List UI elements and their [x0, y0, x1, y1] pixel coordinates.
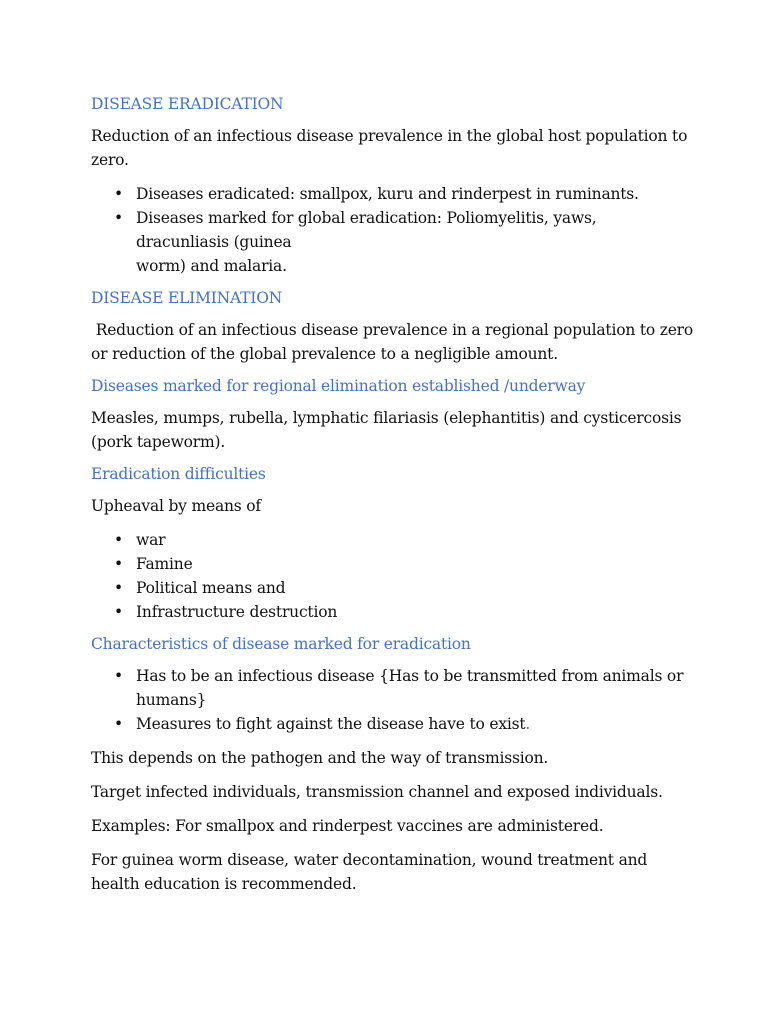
- regional-diseases-line1: Measles, mumps, rubella, lymphatic filariasis (elephantitis) and cysticercosis: [91, 409, 682, 427]
- marked-diseases-text-line2: dracunliasis (guinea: [136, 233, 292, 251]
- eradication-definition-line1: Reduction of an infectious disease prevalence in the global host population to: [91, 127, 688, 145]
- characteristics-bullet-list: [91, 664, 688, 736]
- heading-regional-elimination: Diseases marked for regional elimination established /underway: [91, 377, 586, 395]
- list-item: [91, 528, 688, 552]
- heading-disease-elimination: DISEASE ELIMINATION: [91, 289, 283, 307]
- disc-bullet-icon: •: [114, 555, 123, 573]
- list-item: [91, 182, 688, 206]
- difficulty-infrastructure: Infrastructure destruction: [136, 603, 338, 621]
- disc-bullet-icon: •: [114, 209, 123, 227]
- guinea-worm-line1: For guinea worm disease, water decontamination, wound treatment and: [91, 851, 648, 869]
- list-item: [91, 664, 688, 712]
- disc-bullet-icon: •: [114, 667, 123, 685]
- characteristic-infectious-line1: Has to be an infectious disease {Has to be transmitted from animals or: [136, 667, 684, 685]
- marked-diseases-text-line1: Diseases marked for global eradication: Poliomyelitis, yaws,: [136, 209, 597, 227]
- disc-bullet-icon: •: [114, 715, 123, 733]
- target-paragraph: Target infected individuals, transmission channel and exposed individuals.: [91, 783, 663, 801]
- difficulty-political: Political means and: [136, 579, 286, 597]
- list-item: [91, 576, 688, 600]
- eradication-definition: [91, 124, 688, 172]
- difficulties-intro: Upheaval by means of: [91, 497, 261, 515]
- guinea-worm-line2: health education is recommended.: [91, 875, 357, 893]
- marked-diseases-text-line3: worm) and malaria.: [136, 257, 287, 275]
- regional-elimination-diseases: [91, 406, 688, 454]
- characteristic-measures-period: .: [525, 715, 531, 733]
- list-item: [91, 712, 688, 736]
- elimination-definition: [91, 318, 694, 366]
- heading-disease-eradication: DISEASE ERADICATION: [91, 95, 284, 113]
- regional-diseases-line2: (pork tapeworm).: [91, 433, 226, 451]
- elimination-definition-line2: or reduction of the global prevalence to a negligible amount.: [91, 345, 558, 363]
- disc-bullet-icon: •: [114, 185, 123, 203]
- pathogen-paragraph: This depends on the pathogen and the way of transmission.: [91, 749, 549, 767]
- list-item: [91, 552, 688, 576]
- eradication-bullet-list: [91, 182, 688, 278]
- list-item: [91, 206, 688, 278]
- disc-bullet-icon: •: [114, 603, 123, 621]
- examples-paragraph: Examples: For smallpox and rinderpest vaccines are administered.: [91, 817, 604, 835]
- eradicated-diseases-text: Diseases eradicated: smallpox, kuru and rinderpest in ruminants.: [136, 185, 639, 203]
- elimination-definition-line1: Reduction of an infectious disease prevalence in a regional population to zero: [91, 321, 694, 339]
- guinea-worm-paragraph: [91, 848, 688, 896]
- disc-bullet-icon: •: [114, 531, 123, 549]
- eradication-definition-line2: zero.: [91, 151, 129, 169]
- heading-eradication-difficulties: Eradication difficulties: [91, 465, 266, 483]
- difficulty-war: war: [136, 531, 166, 549]
- characteristic-infectious-line2: humans}: [136, 691, 207, 709]
- list-item: [91, 600, 688, 624]
- characteristic-measures: Measures to fight against the disease have to exist: [136, 715, 526, 733]
- disc-bullet-icon: •: [114, 579, 123, 597]
- heading-characteristics: Characteristics of disease marked for eradication: [91, 635, 471, 653]
- difficulties-bullet-list: [91, 528, 688, 624]
- difficulty-famine: Famine: [136, 555, 193, 573]
